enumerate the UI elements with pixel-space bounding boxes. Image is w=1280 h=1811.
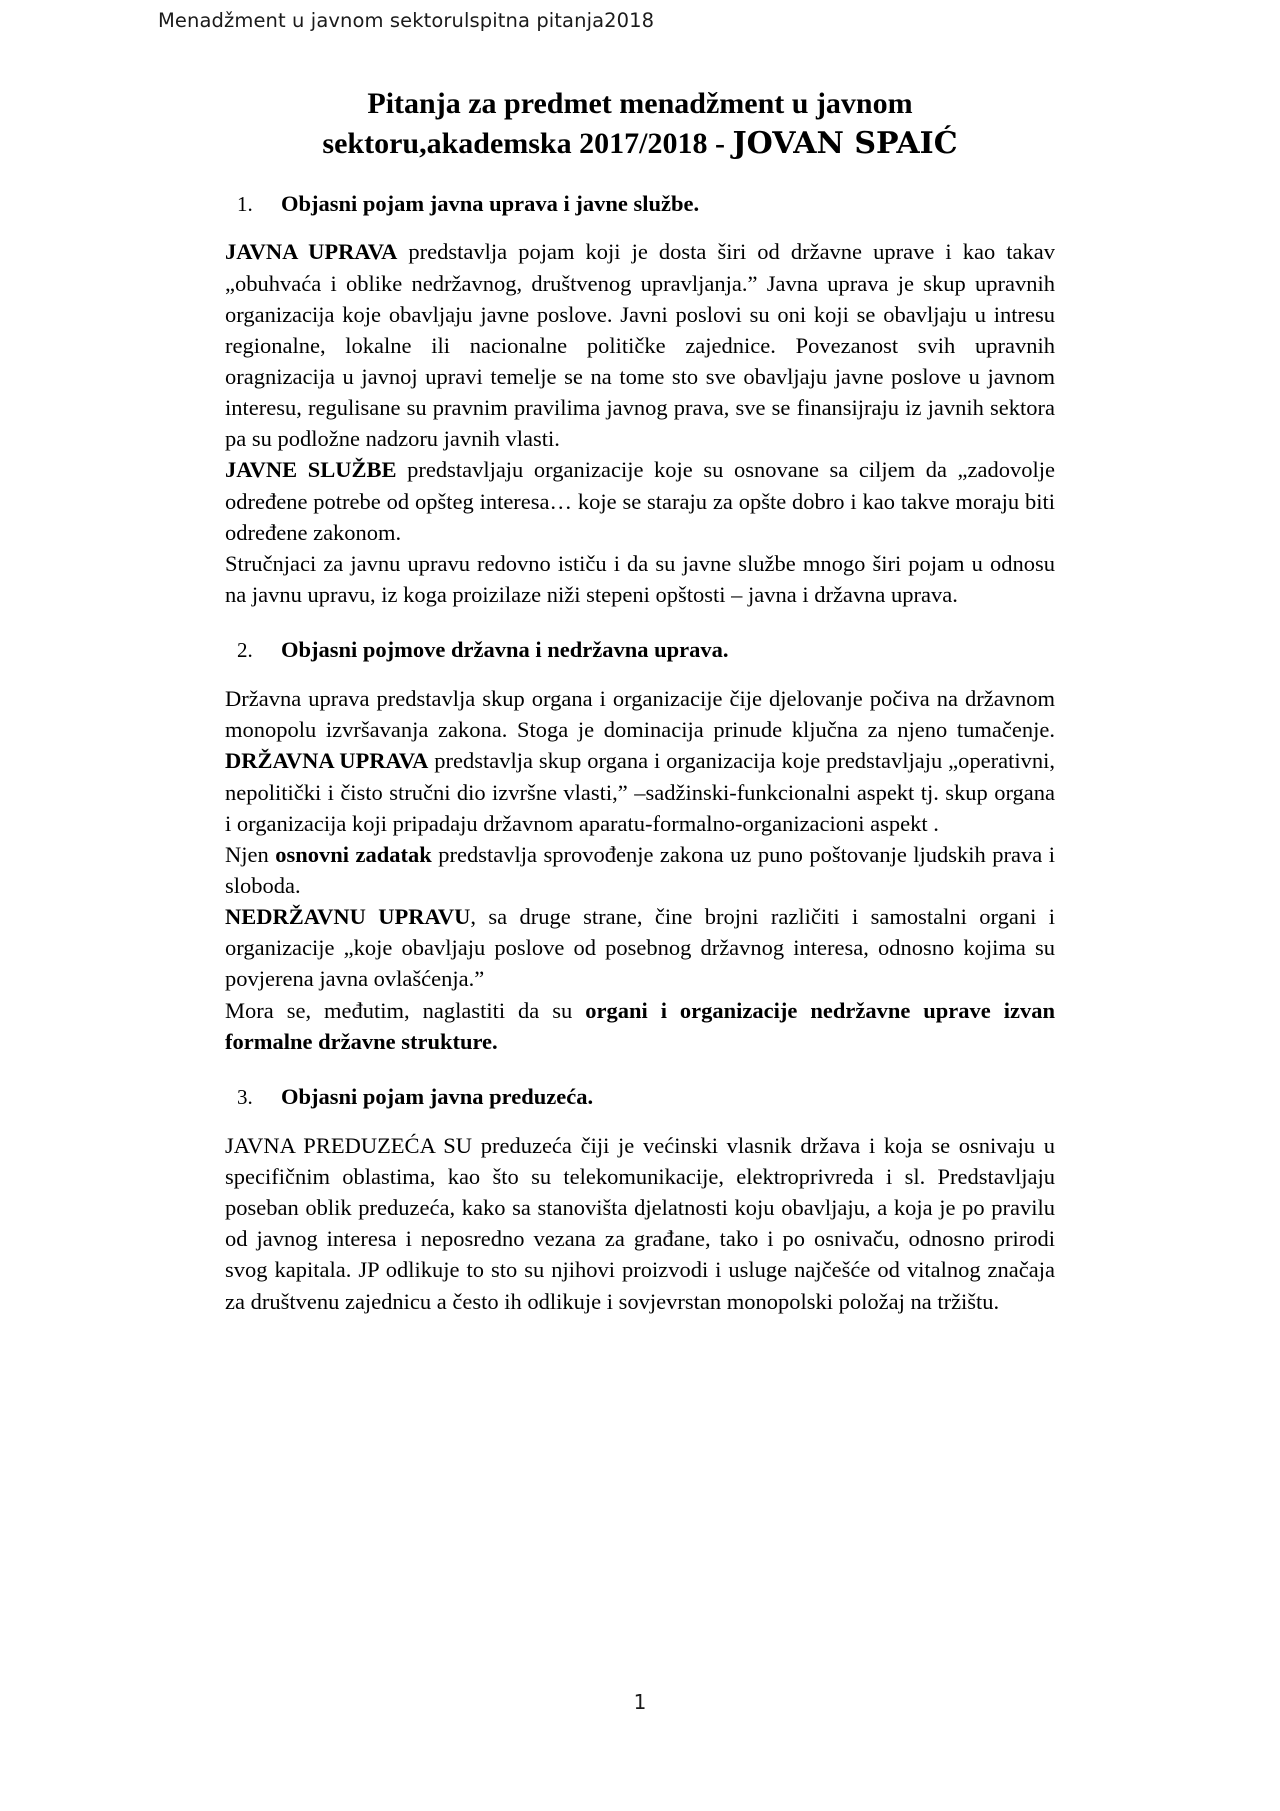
text-run-1: , sa druge strane, čine brojni različiti i samostalni organi i organizacije „koje obavljaju poslove od posebnog državnog interesa, odnosno kojima su povjerena javna ovlašćenja.”: [225, 904, 1055, 992]
paragraph-q1-2-text: predstavljaju organizacije koje su osnovane sa ciljem da „zadovolje određene potrebe od opšteg interesa… koje se staraju za opšte dobro i kao takve moraju biti određene zakonom.: [225, 457, 1055, 545]
paragraph-q2-3: [225, 901, 1055, 994]
paragraph-q3-1: [225, 1130, 1055, 1317]
page-number: 1: [633, 1690, 647, 1714]
text-run-0: Njen: [225, 841, 276, 867]
text-run-2: predstavlja sprovođenje zakona uz puno poštovanje ljudskih prava i sloboda.: [225, 841, 1055, 898]
paragraph-q1-3: Stručnjaci za javnu upravu redovno ističu i da su javne službe mnogo širi pojam u odnosu na javnu upravu, iz koga proizilaze niži stepeni opštosti – javna i državna uprava.: [225, 550, 1055, 608]
question-number-1: 1.: [237, 191, 253, 216]
page-title-line-2-prefix: sektoru,akademska 2017/2018 -: [322, 126, 733, 160]
author-name: JOVAN SPAIĆ: [732, 125, 958, 161]
running-header: Menadžment u javnom sektorulspitna pitanja2018: [158, 9, 655, 32]
emphasis-run-1: organi i organizacije nedržavne uprave izvan formalne državne strukture.: [225, 997, 1055, 1054]
emphasis-run-0: NEDRŽAVNU UPRAVU: [225, 904, 471, 930]
page-title-line-2: [225, 124, 1055, 164]
text-run-0: JAVNA PREDUZEĆA SU preduzeća čiji je većinski vlasnik država i koja se osnivaju u specifičnim oblastima, kao što su telekomunikacije, elektroprivreda i sl. Predstavljaju poseban oblik preduzeća, kako sa stanovišta djelatnosti koju obavljaju, a koja je po pravilu od javnog interesa i neposredno vezana za građane, tako i po osnivaču, odnosno prirodi svog kapitala. JP odlikuje to sto su njihovi proizvodi i usluge najčešće od vitalnog značaja za društvenu zajednicu a često ih odlikuje i sovjevrstan monopolski položaj na tržištu.: [225, 1132, 1055, 1314]
question-number-3: 3.: [237, 1084, 253, 1109]
lead-term-javne-sluzbe: JAVNE SLUŽBE: [225, 457, 397, 483]
emphasis-run-1: osnovni zadatak: [275, 841, 432, 867]
page-title-line-1: Pitanja za predmet menadžment u javnom: [367, 87, 913, 121]
text-run-2: predstavlja skup organa i organizacija koje predstavljaju „operativni, nepolitički i čisto stručni dio izvršne vlasti,” –sadžinski-funkcionalni aspekt tj. skup organa i organizacija koji pripadaju državnom aparatu-formalno-organizacioni aspekt .: [225, 748, 1055, 836]
text-run-0: Mora se, međutim, naglastiti da su: [225, 997, 586, 1023]
question-title-2: Objasni pojmove državna i nedržavna uprava.: [281, 637, 729, 663]
question-heading-3: [225, 1083, 1055, 1112]
paragraph-q2-1: [225, 683, 1055, 839]
question-number-2: 2.: [237, 638, 253, 663]
question-heading-2: [225, 636, 1055, 665]
page-title: [225, 84, 1055, 163]
paragraph-q1-1-text: predstavlja pojam koji je dosta širi od državne uprave i kao takav „obuhvaća i oblike nedržavnog, društvenog upravljanja.” Javna uprava je skup upravnih organizacija koje obavljaju javne poslove. Javni poslovi su oni koji se obavljaju u intresu regionalne, lokalne ili nacionalne političke zajednice. Povezanost svih upravnih oragnizacija u javnoj upravi temelje se na tome sto sve obavljaju javne poslove u javnom interesu, regulisane su pravnim pravilima javnog prava, sve se finansijraju iz javnih sektora pa su podložne nadzoru javnih vlasti.: [225, 239, 1055, 452]
paragraph-q2-4: [225, 995, 1055, 1057]
emphasis-run-1: DRŽAVNA UPRAVA: [225, 748, 429, 774]
lead-term-javna-uprava: JAVNA UPRAVA: [225, 239, 398, 265]
paragraph-q2-2: [225, 839, 1055, 901]
paragraph-q1-1: [225, 236, 1055, 454]
question-title-3: Objasni pojam javna preduzeća.: [281, 1083, 594, 1109]
question-title-1: Objasni pojam javna uprava i javne službe.: [281, 190, 700, 216]
document-body: [225, 32, 1055, 1316]
text-run-0: Državna uprava predstavlja skup organa i organizacije čije djelovanje počiva na državnom monopolu izvršavanja zakona. Stoga je dominacija prinude ključna za njeno tumačenje.: [225, 686, 1055, 743]
paragraph-q1-2: [225, 454, 1055, 547]
question-heading-1: [225, 190, 1055, 219]
